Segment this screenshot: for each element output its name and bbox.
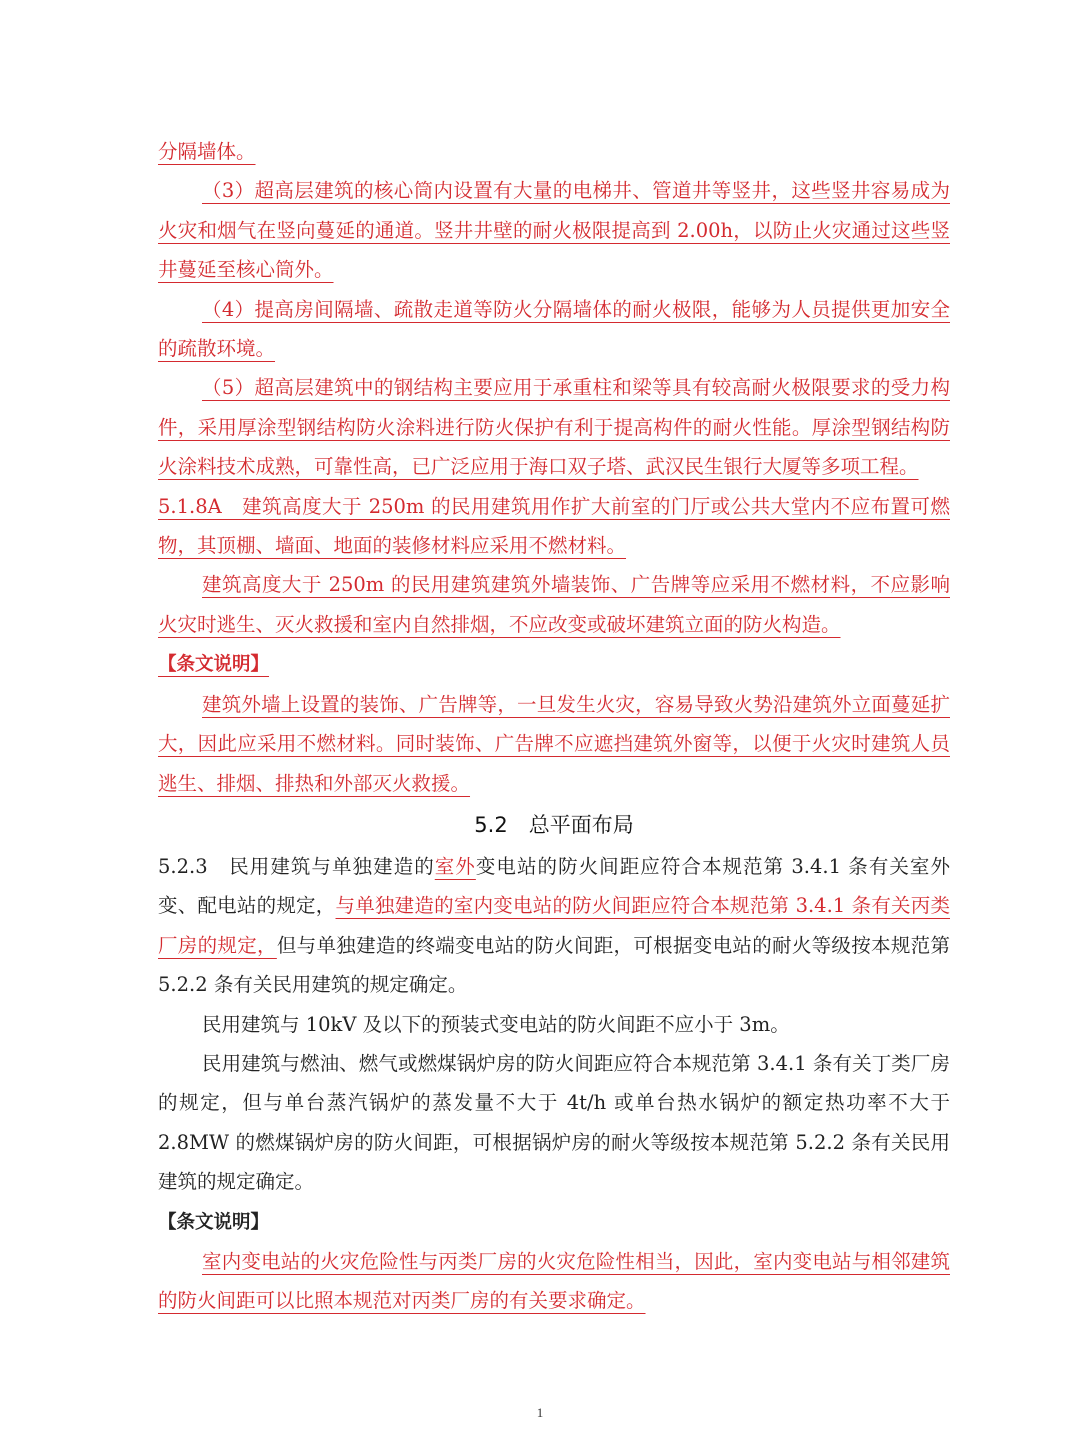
paragraph-item-3 xyxy=(158,171,950,289)
clause-explanation-label xyxy=(158,644,950,684)
explanation-heading: 【条文说明】 xyxy=(158,1211,270,1233)
paragraph-item-4 xyxy=(158,290,950,369)
document-body xyxy=(158,132,950,1321)
clause-5-2-3-paragraph-2: 民用建筑与 10kV 及以下的预装式变电站的防火间距不应小于 3m。 xyxy=(202,1012,790,1036)
clause-5-1-8a-paragraph-2 xyxy=(158,565,950,644)
revised-text: （3）超高层建筑的核心筒内设置有大量的电梯井、管道井等竖井，这些竖井容易成为火灾和烟气在竖向蔓延的通道。竖井井壁的耐火极限提高到 2.00h，以防止火灾通过这些竖井蔓延至核心筒外。 xyxy=(158,179,950,282)
paragraph-continuation xyxy=(158,132,950,171)
clause-text: 变电站的防火间距应符合本规范第 3.4.1 条有关室外变、配电站的规定， xyxy=(158,854,950,918)
clause-explanation-paragraph xyxy=(158,685,950,803)
page-number: 1 xyxy=(536,1405,544,1420)
revised-text: 室外 xyxy=(434,854,476,878)
revised-text: 建筑外墙上设置的装饰、广告牌等，一旦发生火灾，容易导致火势沿建筑外立面蔓延扩大，因此应采用不燃材料。同时装饰、广告牌不应遮挡建筑外窗等，以便于火灾时建筑人员逃生、排烟、排热和外部灭火救援。 xyxy=(158,692,950,795)
revised-text: （5）超高层建筑中的钢结构主要应用于承重柱和梁等具有较高耐火极限要求的受力构件，采用厚涂型钢结构防火涂料进行防火保护有利于提高构件的耐火性能。厚涂型钢结构防火涂料技术成熟，可靠性高，已广泛应用于海口双子塔、武汉民生银行大厦等多项工程。 xyxy=(158,376,950,479)
clause-text: 但与单独建造的终端变电站的防火间距，可根据变电站的耐火等级按本规范第 5.2.2 条有关民用建筑的规定确定。 xyxy=(158,933,950,997)
explanation-heading: 【条文说明】 xyxy=(158,654,270,676)
clause-5-2-3-paragraph-3: 民用建筑与燃油、燃气或燃煤锅炉房的防火间距应符合本规范第 3.4.1 条有关丁类厂房的规定，但与单台蒸汽锅炉的蒸发量不大于 4t/h 或单台热水锅炉的额定热功率不大于 2.8MW 的燃煤锅炉房的防火间距，可根据锅炉房的耐火等级按本规范第 5.2.2 条有关民用建筑的规定确定。 xyxy=(158,1051,950,1194)
revised-text: 建筑高度大于 250m 的民用建筑建筑外墙装饰、广告牌等应采用不燃材料，不应影响火灾时逃生、灭火救援和室内自然排烟，不应改变或破坏建筑立面的防火构造。 xyxy=(158,573,950,636)
clause-text: 5.2.3 民用建筑与单独建造的 xyxy=(158,854,435,878)
revised-text: （4）提高房间隔墙、疏散走道等防火分隔墙体的耐火极限，能够为人员提供更加安全的疏散环境。 xyxy=(158,297,950,361)
revised-text: 5.1.8A 建筑高度大于 250m 的民用建筑用作扩大前室的门厅或公共大堂内不应布置可燃物，其顶棚、墙面、地面的装修材料应采用不燃材料。 xyxy=(158,494,950,558)
revised-text: 室内变电站的火灾危险性与丙类厂房的火灾危险性相当，因此，室内变电站与相邻建筑的防火间距可以比照本规范对丙类厂房的有关要求确定。 xyxy=(158,1249,950,1313)
clause-5-1-8a xyxy=(158,487,950,566)
paragraph-item-5 xyxy=(158,368,950,486)
clause-explanation-label-2 xyxy=(158,1202,950,1242)
revised-text: 分隔墙体。 xyxy=(158,140,256,163)
section-heading: 5.2 总平面布局 xyxy=(474,812,634,837)
clause-explanation-paragraph-2 xyxy=(158,1242,950,1321)
revised-text: 与单独建造的室内变电站的防火间距应符合本规范第 3.4.1 条有关丙类厂房的规定， xyxy=(158,894,950,957)
clause-5-2-3 xyxy=(158,847,950,1005)
